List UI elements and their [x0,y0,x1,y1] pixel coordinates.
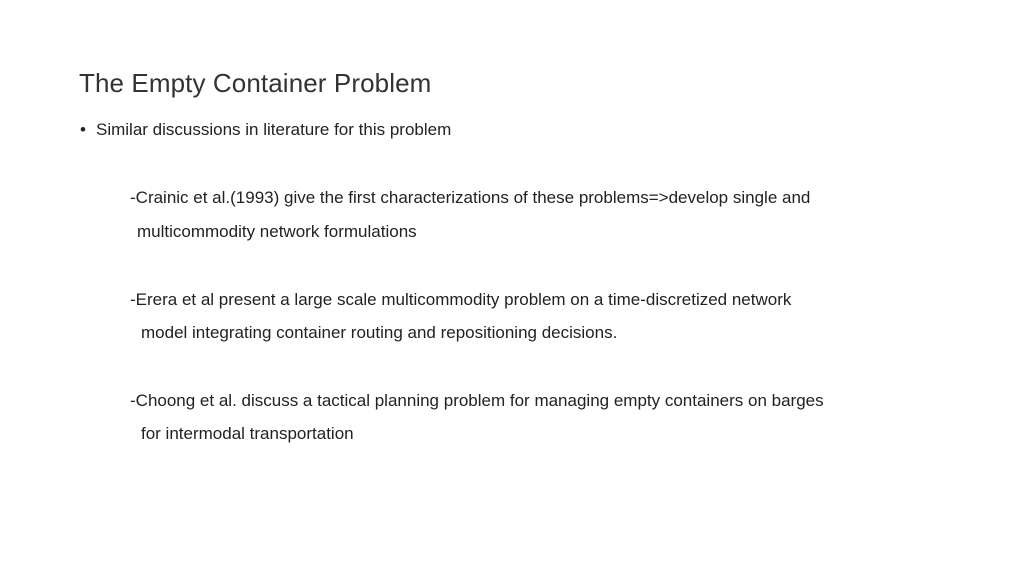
bullet-dot: • [80,120,86,139]
bullet-text: Similar discussions in literature for this problem [96,120,452,139]
ref-erera-line1: -Erera et al present a large scale multicommodity problem on a time-discretized network [130,290,792,309]
bullet-item [80,120,451,140]
ref-erera-line2: model integrating container routing and repositioning decisions. [141,323,618,342]
ref-choong-line1: -Choong et al. discuss a tactical planning problem for managing empty containers on barges [130,391,824,410]
ref-crainic-line1: -Crainic et al.(1993) give the first characterizations of these problems=>develop single and [130,188,811,207]
ref-choong-line2: for intermodal transportation [141,424,354,443]
slide-title: The Empty Container Problem [79,68,432,98]
ref-crainic-line2: multicommodity network formulations [137,222,417,241]
